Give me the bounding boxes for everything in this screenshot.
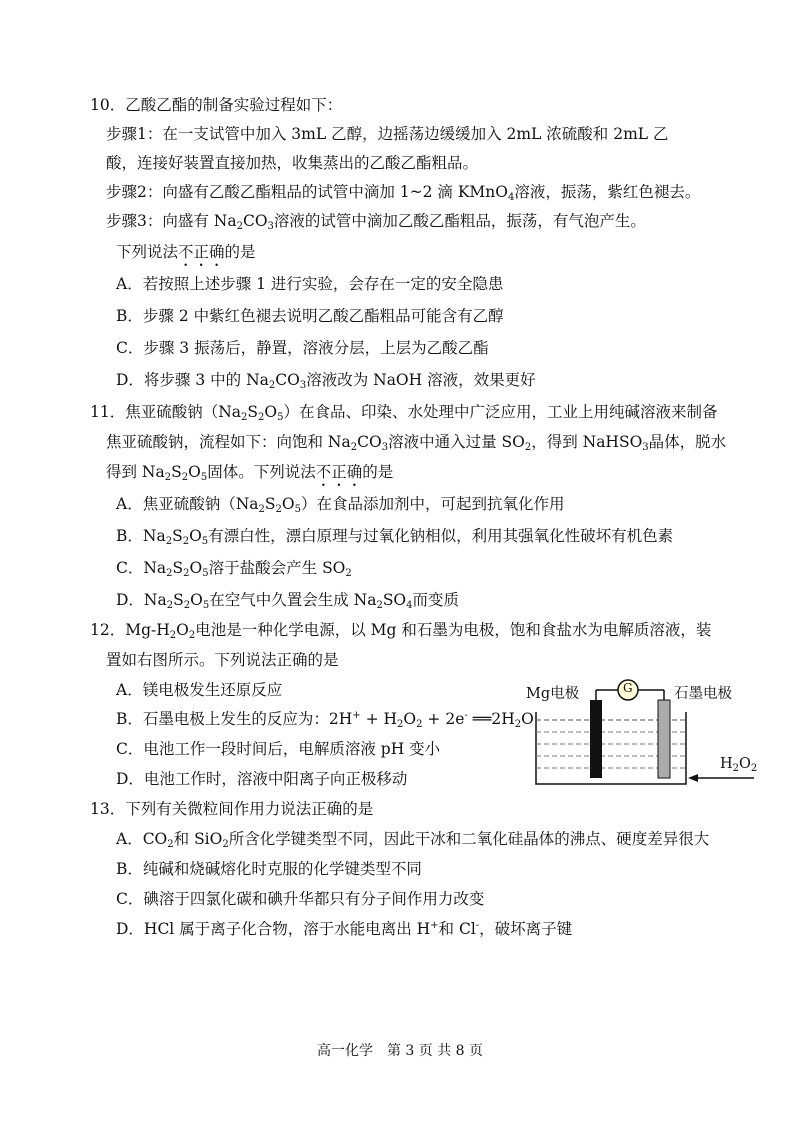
q13-option-b: B．纯碱和烧碱熔化时克服的化学键类型不同 (116, 860, 422, 878)
q11-option-d: D．$Na_2S_2O_5$在空气中久置会生成 $Na_2SO_4$而变质 (116, 591, 460, 611)
arrow-head-icon (688, 774, 698, 782)
q12-stem-line1: 12．$Mg-H_2O_2$电池是一种化学电源，以 Mg 和石墨为电极，饱和食盐水为电解质溶液，装 (90, 621, 712, 641)
q13-option-d: D．HCl 属于离子化合物，溶于水能电离出 H+和 Cl-，破坏离子键 (116, 920, 573, 938)
q10-step2: 步骤2：向盛有乙酸乙酯粗品的试管中滴加 1~2 滴 KMnO$_4$溶液，振荡，紫红色褪去。 (106, 183, 701, 203)
q13-option-a: A．$CO_2$和 SiO$_2$所含化学键类型不同，因此干冰和二氧化硅晶体的沸点、硬度差异很大 (116, 830, 710, 850)
q10-step1-line2: 酸，连接好装置直接加热，收集蒸出的乙酸乙酯粗品。 (106, 154, 479, 172)
q11-stem-line1: 11．焦亚硫酸钠$(Na_2S_2O_5)$在食品、印染、水处理中广泛应用，工业上用纯碱溶液来制备 (90, 403, 718, 423)
q10-option-a: A．若按照上述步骤 1 进行实验，会存在一定的安全隐患 (116, 275, 504, 293)
mg-electrode-label: Mg电极 (526, 686, 580, 702)
q12-stem-line2: 置如右图所示。下列说法正确的是 (106, 651, 339, 669)
mg-electrode (590, 700, 602, 778)
q13-stem: 13．下列有关微粒间作用力说法正确的是 (90, 800, 374, 818)
q11-stem-line2: 焦亚硫酸钠，流程如下：向饱和 $Na_2CO_3$溶液中通入过量 $SO_2$，得到 NaHSO$_3$晶体，脱水 (106, 433, 727, 453)
page-footer: 高一化学 第 3 页 共 8 页 (316, 1043, 484, 1059)
q11-option-a: A．焦亚硫酸钠$(Na_2S_2O_5)$在食品添加剂中，可起到抗氧化作用 (116, 495, 565, 515)
q10-question: 下列说法不正确的是 (116, 243, 256, 261)
q10-option-d: D．将步骤 3 中的 $Na_2CO_3$溶液改为 NaOH 溶液，效果更好 (116, 371, 536, 391)
q10-option-c: C．步骤 3 振荡后，静置，溶液分层，上层为乙酸乙酯 (116, 339, 489, 357)
cell-diagram (526, 676, 774, 788)
graphite-electrode (658, 700, 670, 778)
q10-option-b: B．步骤 2 中紫红色褪去说明乙酸乙酯粗品可能含有乙醇 (116, 307, 504, 325)
q11-option-b: B．$Na_2S_2O_5$有漂白性，漂白原理与过氧化钠相似，利用其强氧化性破坏有机色素 (116, 527, 674, 547)
q10-step3: 步骤3：向盛有 $Na_2CO_3$溶液的试管中滴加乙酸乙酯粗品，振荡，有气泡产生。 (106, 212, 646, 232)
q13-option-c: C．碘溶于四氯化碳和碘升华都只有分子间作用力改变 (116, 890, 485, 908)
galvanometer-label: G (623, 681, 633, 695)
q12-option-b: B．石墨电极上发生的反应为：$2H^+ + H_2O_2 + 2e^-$ $══2H_2O$ (116, 710, 534, 730)
q11-option-c: C．$Na_2S_2O_5$溶于盐酸会产生 $SO_2$ (116, 559, 352, 579)
q12-option-d: D．电池工作时，溶液中阳离子向正极移动 (116, 770, 408, 788)
q10-step1-line1: 步骤1：在一支试管中加入 3mL 乙醇，边摇荡边缓缓加入 2mL 浓硫酸和 2mL 乙 (106, 125, 669, 143)
q12-option-a: A．镁电极发生还原反应 (116, 681, 283, 699)
q11-stem-line3: 得到 $Na_2S_2O_5$固体。下列说法不正确的是 (106, 463, 394, 483)
q12-option-c: C．电池工作一段时间后，电解质溶液 pH 变小 (116, 740, 441, 758)
q10-stem: 10．乙酸乙酯的制备实验过程如下： (90, 96, 343, 114)
h2o2-label: $H_2O_2$ (720, 756, 758, 774)
graphite-electrode-label: 石墨电极 (674, 686, 732, 702)
